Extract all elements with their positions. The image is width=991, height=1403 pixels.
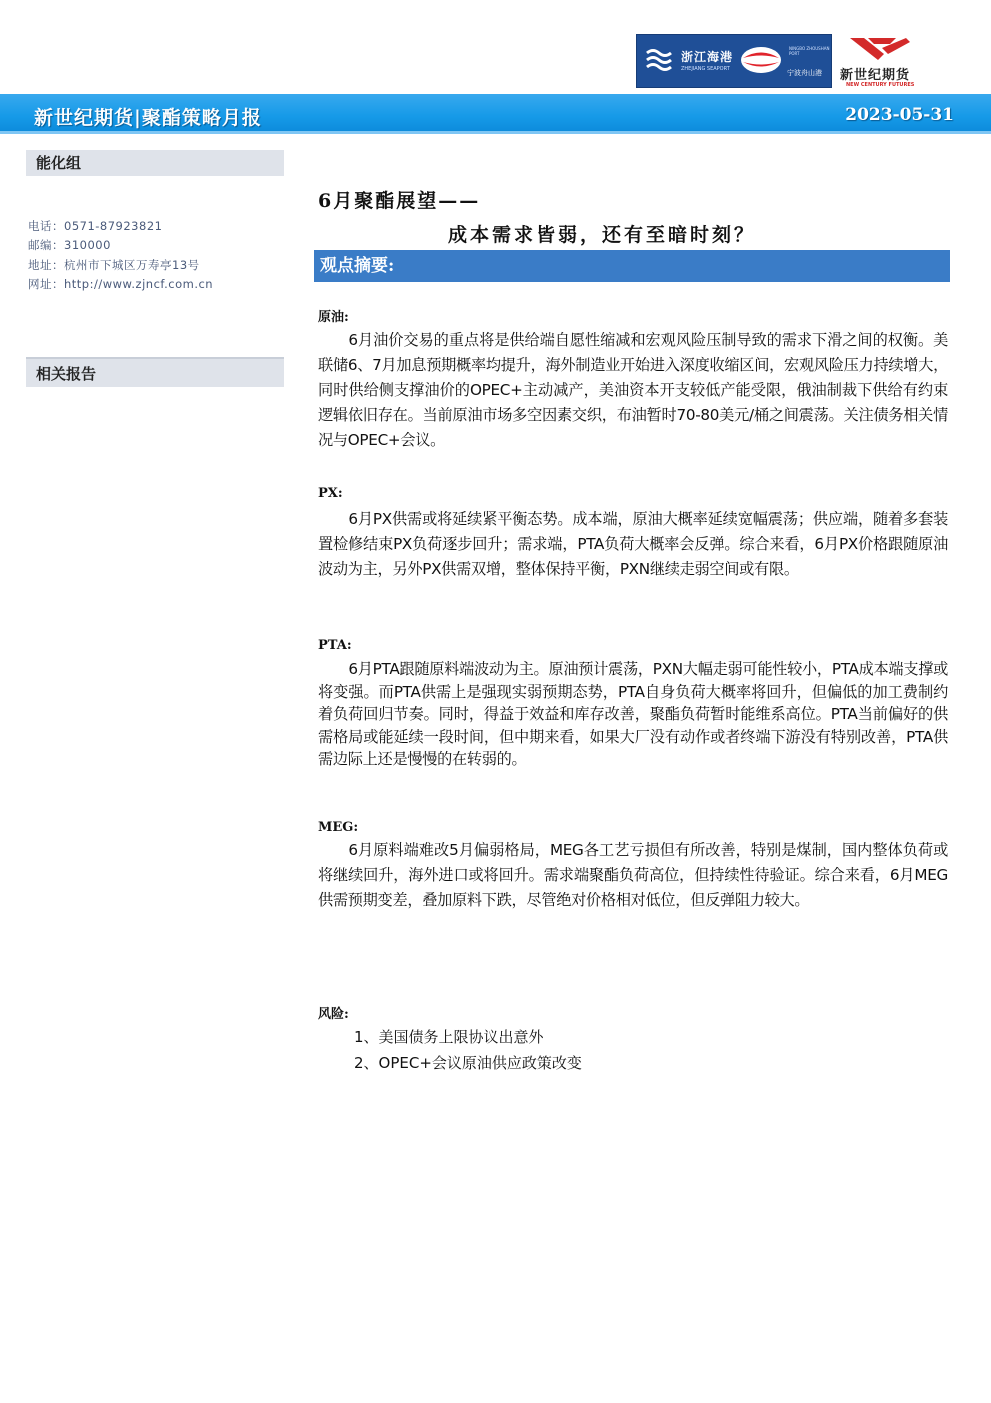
section-text-pta: 6月PTA跟随原料端波动为主。原油预计震荡，PXN大幅走弱可能性较小，PTA成本端支撑或将变强。而PTA供需上是强现实弱预期态势，PTA自身负荷大概率将回升，但偏低的加工费制约着负荷回归节奏。同时，得益于效益和库存改善，聚酯负荷暂时能维系高位。PTA当前偏好的供需格局或能延续一段时间，但中期来看，如果大厂没有动作或者终端下游没有特别改善，PTA供需边际上还是慢慢的在转弱的。 [318,660,948,768]
report-title: 新世纪期货|聚酯策略月报 [34,107,262,129]
related-reports-heading: 相关报告 [26,357,284,387]
summary-heading: 观点摘要: [314,250,950,282]
new-century-futures-logo [834,34,930,90]
report-header-band [0,94,991,134]
zhejiang-port-name: 浙江海港 [681,50,734,64]
section-text-meg: 6月原料端难改5月偏弱格局，MEG各工艺亏损但有所改善，特别是煤制，国内整体负荷或将继续回升，海外进口或将回升。需求端聚酯负荷高位，但持续性待验证。综合来看，6月MEG供需预期变差，叠加原料下跌，尽管绝对价格相对低位，但反弹阻力较大。 [318,841,948,909]
risk-heading: 风险: [318,1007,349,1022]
risk-item: 1、美国债务上限协议出意外 [354,1028,544,1046]
contact-postcode: 邮编：310000 [28,238,111,252]
company-name-en: NEW CENTURY FUTURES [846,82,915,88]
section-heading-crude: 原油: [318,310,349,325]
company-name-cn: 新世纪期货 [840,68,911,83]
section-heading-px: PX: [318,486,343,501]
contact-phone: 电话：0571-87923821 [28,219,163,233]
company-emblem-icon [844,34,924,64]
main-title-line1: 6月聚酯展望—— [318,190,481,212]
zhejiang-seaport-logo [636,34,832,88]
section-text-crude: 6月油价交易的重点将是供给端自愿性缩减和宏观风险压制导致的需求下滑之间的权衡。美联储6、7月加息预期概率均提升，海外制造业开始进入深度收缩区间，宏观风险压力持续增大，同时供给侧支撑油价的OPEC+主动减产，美油资本开支较低产能受限，俄油制裁下供给有约束逻辑依旧存在。当前原油市场多空因素交织，布油暂时70-80美元/桶之间震荡。关注债务相关情况与OPEC+会议。 [318,331,948,449]
sidebar-group-label: 能化组 [26,150,284,176]
risk-item: 2、OPEC+会议原油供应政策改变 [354,1054,582,1072]
report-date: 2023-05-31 [845,105,954,125]
ningbo-port-en: NINGBO ZHOUSHAN PORT [789,46,830,56]
main-title-line2: 成本需求皆弱，还有至暗时刻？ [448,224,757,246]
zhejiang-port-en: ZHEJIANG SEAPORT [681,66,730,72]
contact-address: 地址：杭州市下城区万寿亭13号 [28,258,200,272]
section-heading-meg: MEG: [318,820,359,835]
contact-website[interactable]: 网址：http://www.zjncf.com.cn [28,277,214,291]
section-heading-pta: PTA: [318,638,352,653]
section-text-px: 6月PX供需或将延续紧平衡态势。成本端，原油大概率延续宽幅震荡；供应端，随着多套装置检修结束PX负荷逐步回升；需求端，PTA负荷大概率会反弹。综合来看，6月PX价格跟随原油波动为主，另外PX供需双增，整体保持平衡，PXN继续走弱空间或有限。 [318,510,948,578]
ningbo-port-emblem-icon [739,45,783,75]
ningbo-port-name: 宁波舟山港 [787,69,822,77]
waves-icon [645,47,677,73]
